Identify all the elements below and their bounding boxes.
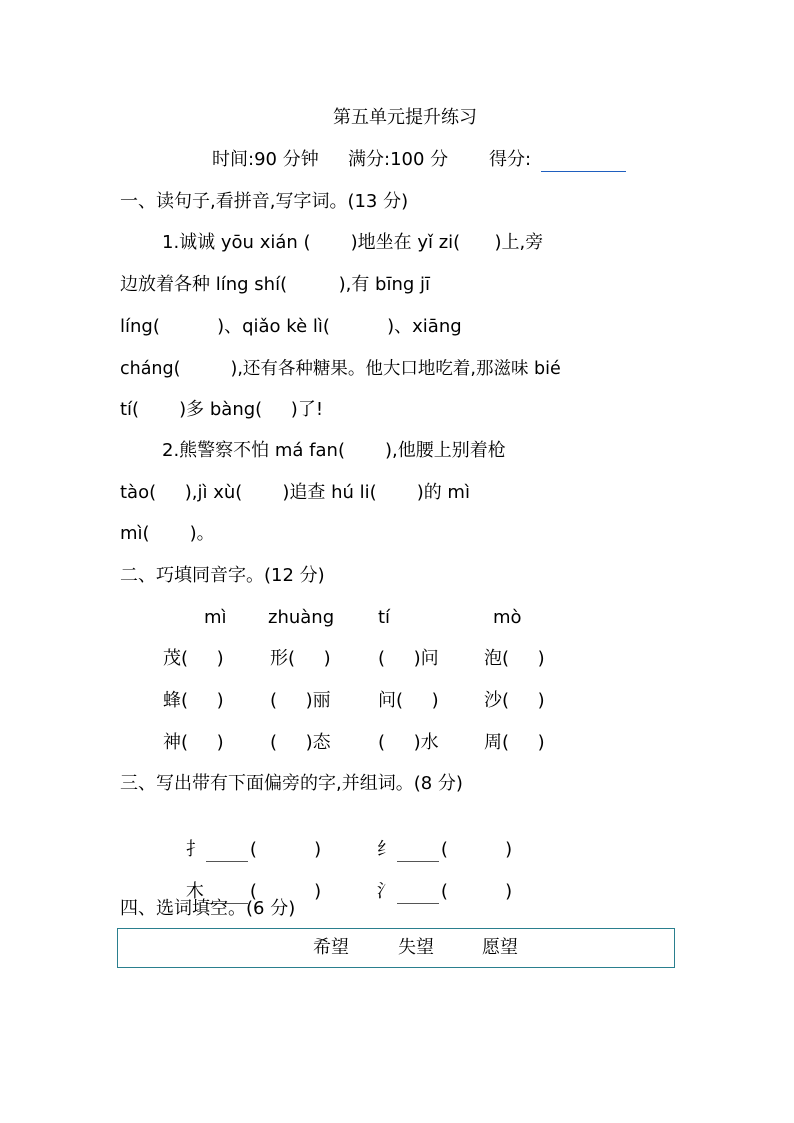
text-line: 边放着各种 líng shí( ),有 bīng jī <box>120 274 431 295</box>
text-line: cháng( ),还有各种糖果。他大口地吃着,那滋味 bié <box>120 359 561 379</box>
homophone-cell: 神( ) <box>163 732 224 753</box>
text-line: mì( )。 <box>120 523 215 544</box>
text-line: tào( ),jì xù( )追查 hú li( )的 mì <box>120 482 470 503</box>
section3-heading: 三、写出带有下面偏旁的字,并组词。(8 分) <box>120 773 463 794</box>
word-paren: ( ) <box>249 839 322 860</box>
text-line: 1.诚诚 yōu xián ( )地坐在 yǐ zi( )上,旁 <box>162 232 544 253</box>
pinyin-label: zhuàng <box>268 607 335 628</box>
word-option: 希望 <box>313 937 349 958</box>
text-line: tí( )多 bàng( )了! <box>120 399 324 420</box>
homophone-cell: ( )态 <box>270 732 331 753</box>
homophone-cell: 茂( ) <box>163 648 224 669</box>
section1-heading: 一、读句子,看拼音,写字词。(13 分) <box>120 191 409 212</box>
time-label: 时间:90 分钟 <box>212 149 319 170</box>
score-label: 得分: <box>489 149 532 170</box>
word-bank-box <box>117 928 675 968</box>
word-paren: ( ) <box>440 839 513 860</box>
section2-heading: 二、巧填同音字。(12 分) <box>120 565 325 586</box>
homophone-cell: 泡( ) <box>484 648 545 669</box>
homophone-cell: ( )问 <box>378 648 439 669</box>
homophone-cell: 沙( ) <box>484 690 545 711</box>
pinyin-label: mò <box>493 607 522 628</box>
text-line: 2.熊警察不怕 má fan( ),他腰上别着枪 <box>162 440 506 461</box>
homophone-cell: 问( ) <box>378 690 439 711</box>
full-score-label: 满分:100 分 <box>348 149 449 170</box>
word-option: 失望 <box>398 937 434 958</box>
homophone-cell: 蜂( ) <box>163 690 224 711</box>
pinyin-label: mì <box>204 607 227 628</box>
radical-char: 扌 <box>185 839 204 860</box>
homophone-cell: 形( ) <box>270 648 331 669</box>
radical-char: 纟 <box>376 839 395 860</box>
homophone-cell: ( )丽 <box>270 690 331 711</box>
word-paren: ( ) <box>440 881 513 902</box>
homophone-cell: 周( ) <box>484 732 545 753</box>
word-option: 愿望 <box>482 937 518 958</box>
page-title: 第五单元提升练习 <box>333 107 477 128</box>
score-blank[interactable] <box>541 148 626 172</box>
section4-heading: 四、选词填空。(6 分) <box>120 898 296 919</box>
char-blank[interactable] <box>397 885 439 904</box>
radical-char: 木 <box>185 881 204 902</box>
text-line: líng( )、qiǎo kè lì( )、xiāng <box>120 316 462 337</box>
pinyin-label: tí <box>378 607 391 628</box>
homophone-cell: ( )水 <box>378 732 439 753</box>
radical-item <box>354 856 512 928</box>
word-paren: ( ) <box>249 881 322 902</box>
radical-char: 氵 <box>376 881 395 902</box>
